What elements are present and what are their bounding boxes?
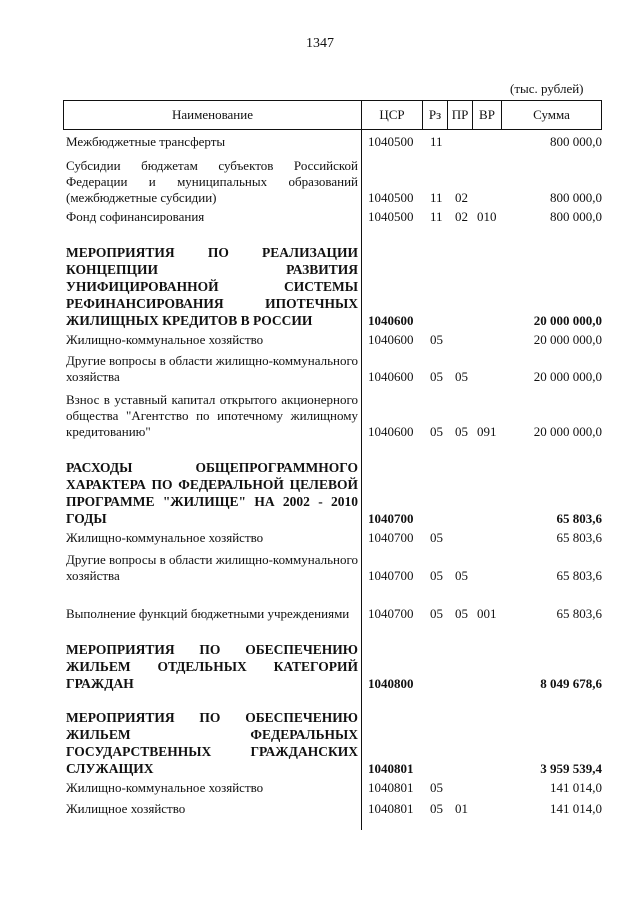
row-pr: 01 <box>455 801 468 816</box>
row-pr: 05 <box>455 568 468 583</box>
row-sum: 141 014,0 <box>550 801 602 816</box>
row-vr: 010 <box>477 209 497 224</box>
row-sum: 65 803,6 <box>556 511 602 526</box>
row-name: Выполнение функций бюджетными учреждениями <box>66 606 350 621</box>
table-row <box>0 589 640 622</box>
row-pr: 02 <box>455 190 468 205</box>
row-csr: 1040700 <box>368 568 414 583</box>
table-row <box>0 209 640 225</box>
row-sum: 800 000,0 <box>550 209 602 224</box>
table-row <box>0 390 640 440</box>
row-sum: 20 000 000,0 <box>533 332 602 347</box>
row-csr: 1040801 <box>368 780 414 795</box>
row-name: МЕРОПРИЯТИЯ ПО РЕАЛИЗАЦИИ КОНЦЕПЦИИ РАЗВИТИЯ УНИФИЦИРОВАННОЙ СИСТЕМЫ РЕФИНАНСИРОВАНИЯ ИПОТЕЧНЫХ ЖИЛИЩНЫХ КРЕДИТОВ В РОССИИ <box>66 245 358 328</box>
row-vr: 091 <box>477 424 497 439</box>
row-pr: 05 <box>455 424 468 439</box>
row-rz: 05 <box>430 801 443 816</box>
row-name: Жилищное хозяйство <box>66 801 186 816</box>
row-pr: 02 <box>455 209 468 224</box>
table-row <box>0 638 640 692</box>
row-name: Другие вопросы в области жилищно-коммунального хозяйства <box>66 552 358 583</box>
table-row <box>0 708 640 777</box>
row-csr: 1040600 <box>368 332 414 347</box>
header-vr: ВР <box>473 101 502 130</box>
row-csr: 1040801 <box>368 761 414 776</box>
row-sum: 8 049 678,6 <box>540 676 602 691</box>
row-csr: 1040500 <box>368 209 414 224</box>
row-sum: 800 000,0 <box>550 190 602 205</box>
row-name: Фонд софинансирования <box>66 209 205 224</box>
row-rz: 05 <box>430 369 443 384</box>
row-sum: 20 000 000,0 <box>533 424 602 439</box>
row-name: РАСХОДЫ ОБЩЕПРОГРАММНОГО ХАРАКТЕРА ПО ФЕДЕРАЛЬНОЙ ЦЕЛЕВОЙ ПРОГРАММЕ "ЖИЛИЩЕ" НА 2002 - 2010 ГОДЫ <box>66 460 358 526</box>
table-row <box>0 352 640 385</box>
header-sum: Сумма <box>502 101 602 130</box>
row-name: Межбюджетные трансферты <box>66 134 226 149</box>
table-row <box>0 551 640 584</box>
table-row <box>0 332 640 348</box>
row-name: МЕРОПРИЯТИЯ ПО ОБЕСПЕЧЕНИЮ ЖИЛЬЕМ ОТДЕЛЬНЫХ КАТЕГОРИЙ ГРАЖДАН <box>66 642 358 691</box>
table-row <box>0 134 640 150</box>
header-rz: Рз <box>423 101 448 130</box>
row-sum: 800 000,0 <box>550 134 602 149</box>
row-csr: 1040700 <box>368 606 414 621</box>
row-csr: 1040800 <box>368 676 414 691</box>
table-row <box>0 241 640 329</box>
table-row <box>0 457 640 527</box>
row-sum: 141 014,0 <box>550 780 602 795</box>
row-rz: 05 <box>430 568 443 583</box>
header-csr: ЦСР <box>362 101 423 130</box>
row-csr: 1040700 <box>368 530 414 545</box>
row-name: Субсидии бюджетам субъектов Российской Федерации и муниципальных образований (межбюджетные субсидии) <box>66 158 358 205</box>
row-rz: 11 <box>430 190 443 205</box>
row-name: Взнос в уставный капитал открытого акционерного общества "Агентство по ипотечному жилищному кредитованию" <box>66 392 358 439</box>
row-sum: 20 000 000,0 <box>533 369 602 384</box>
row-rz: 05 <box>430 530 443 545</box>
row-rz: 11 <box>430 134 443 149</box>
row-name: Жилищно-коммунальное хозяйство <box>66 332 264 347</box>
table-row <box>0 156 640 206</box>
header-name: Наименование <box>64 101 362 130</box>
row-rz: 05 <box>430 424 443 439</box>
table-row <box>0 801 640 817</box>
units-label: (тыс. рублей) <box>510 81 584 96</box>
row-csr: 1040600 <box>368 424 414 439</box>
row-sum: 65 803,6 <box>556 530 602 545</box>
row-csr: 1040500 <box>368 134 414 149</box>
row-name: Жилищно-коммунальное хозяйство <box>66 530 264 545</box>
row-name: Другие вопросы в области жилищно-коммунального хозяйства <box>66 353 358 384</box>
row-csr: 1040600 <box>368 369 414 384</box>
row-sum: 3 959 539,4 <box>540 761 602 776</box>
row-name: Жилищно-коммунальное хозяйство <box>66 780 264 795</box>
table-row <box>0 780 640 796</box>
row-sum: 65 803,6 <box>556 568 602 583</box>
row-sum: 65 803,6 <box>556 606 602 621</box>
row-rz: 11 <box>430 209 443 224</box>
row-rz: 05 <box>430 332 443 347</box>
row-pr: 05 <box>455 606 468 621</box>
header-pr: ПР <box>448 101 473 130</box>
row-csr: 1040700 <box>368 511 414 526</box>
row-csr: 1040600 <box>368 313 414 328</box>
table-row <box>0 530 640 546</box>
row-vr: 001 <box>477 606 497 621</box>
row-rz: 05 <box>430 780 443 795</box>
row-csr: 1040801 <box>368 801 414 816</box>
row-rz: 05 <box>430 606 443 621</box>
row-sum: 20 000 000,0 <box>533 313 602 328</box>
row-pr: 05 <box>455 369 468 384</box>
row-name: МЕРОПРИЯТИЯ ПО ОБЕСПЕЧЕНИЮ ЖИЛЬЕМ ФЕДЕРАЛЬНЫХ ГОСУДАРСТВЕННЫХ ГРАЖДАНСКИХ СЛУЖАЩИХ <box>66 710 358 776</box>
page-number: 1347 <box>306 36 334 51</box>
row-csr: 1040500 <box>368 190 414 205</box>
